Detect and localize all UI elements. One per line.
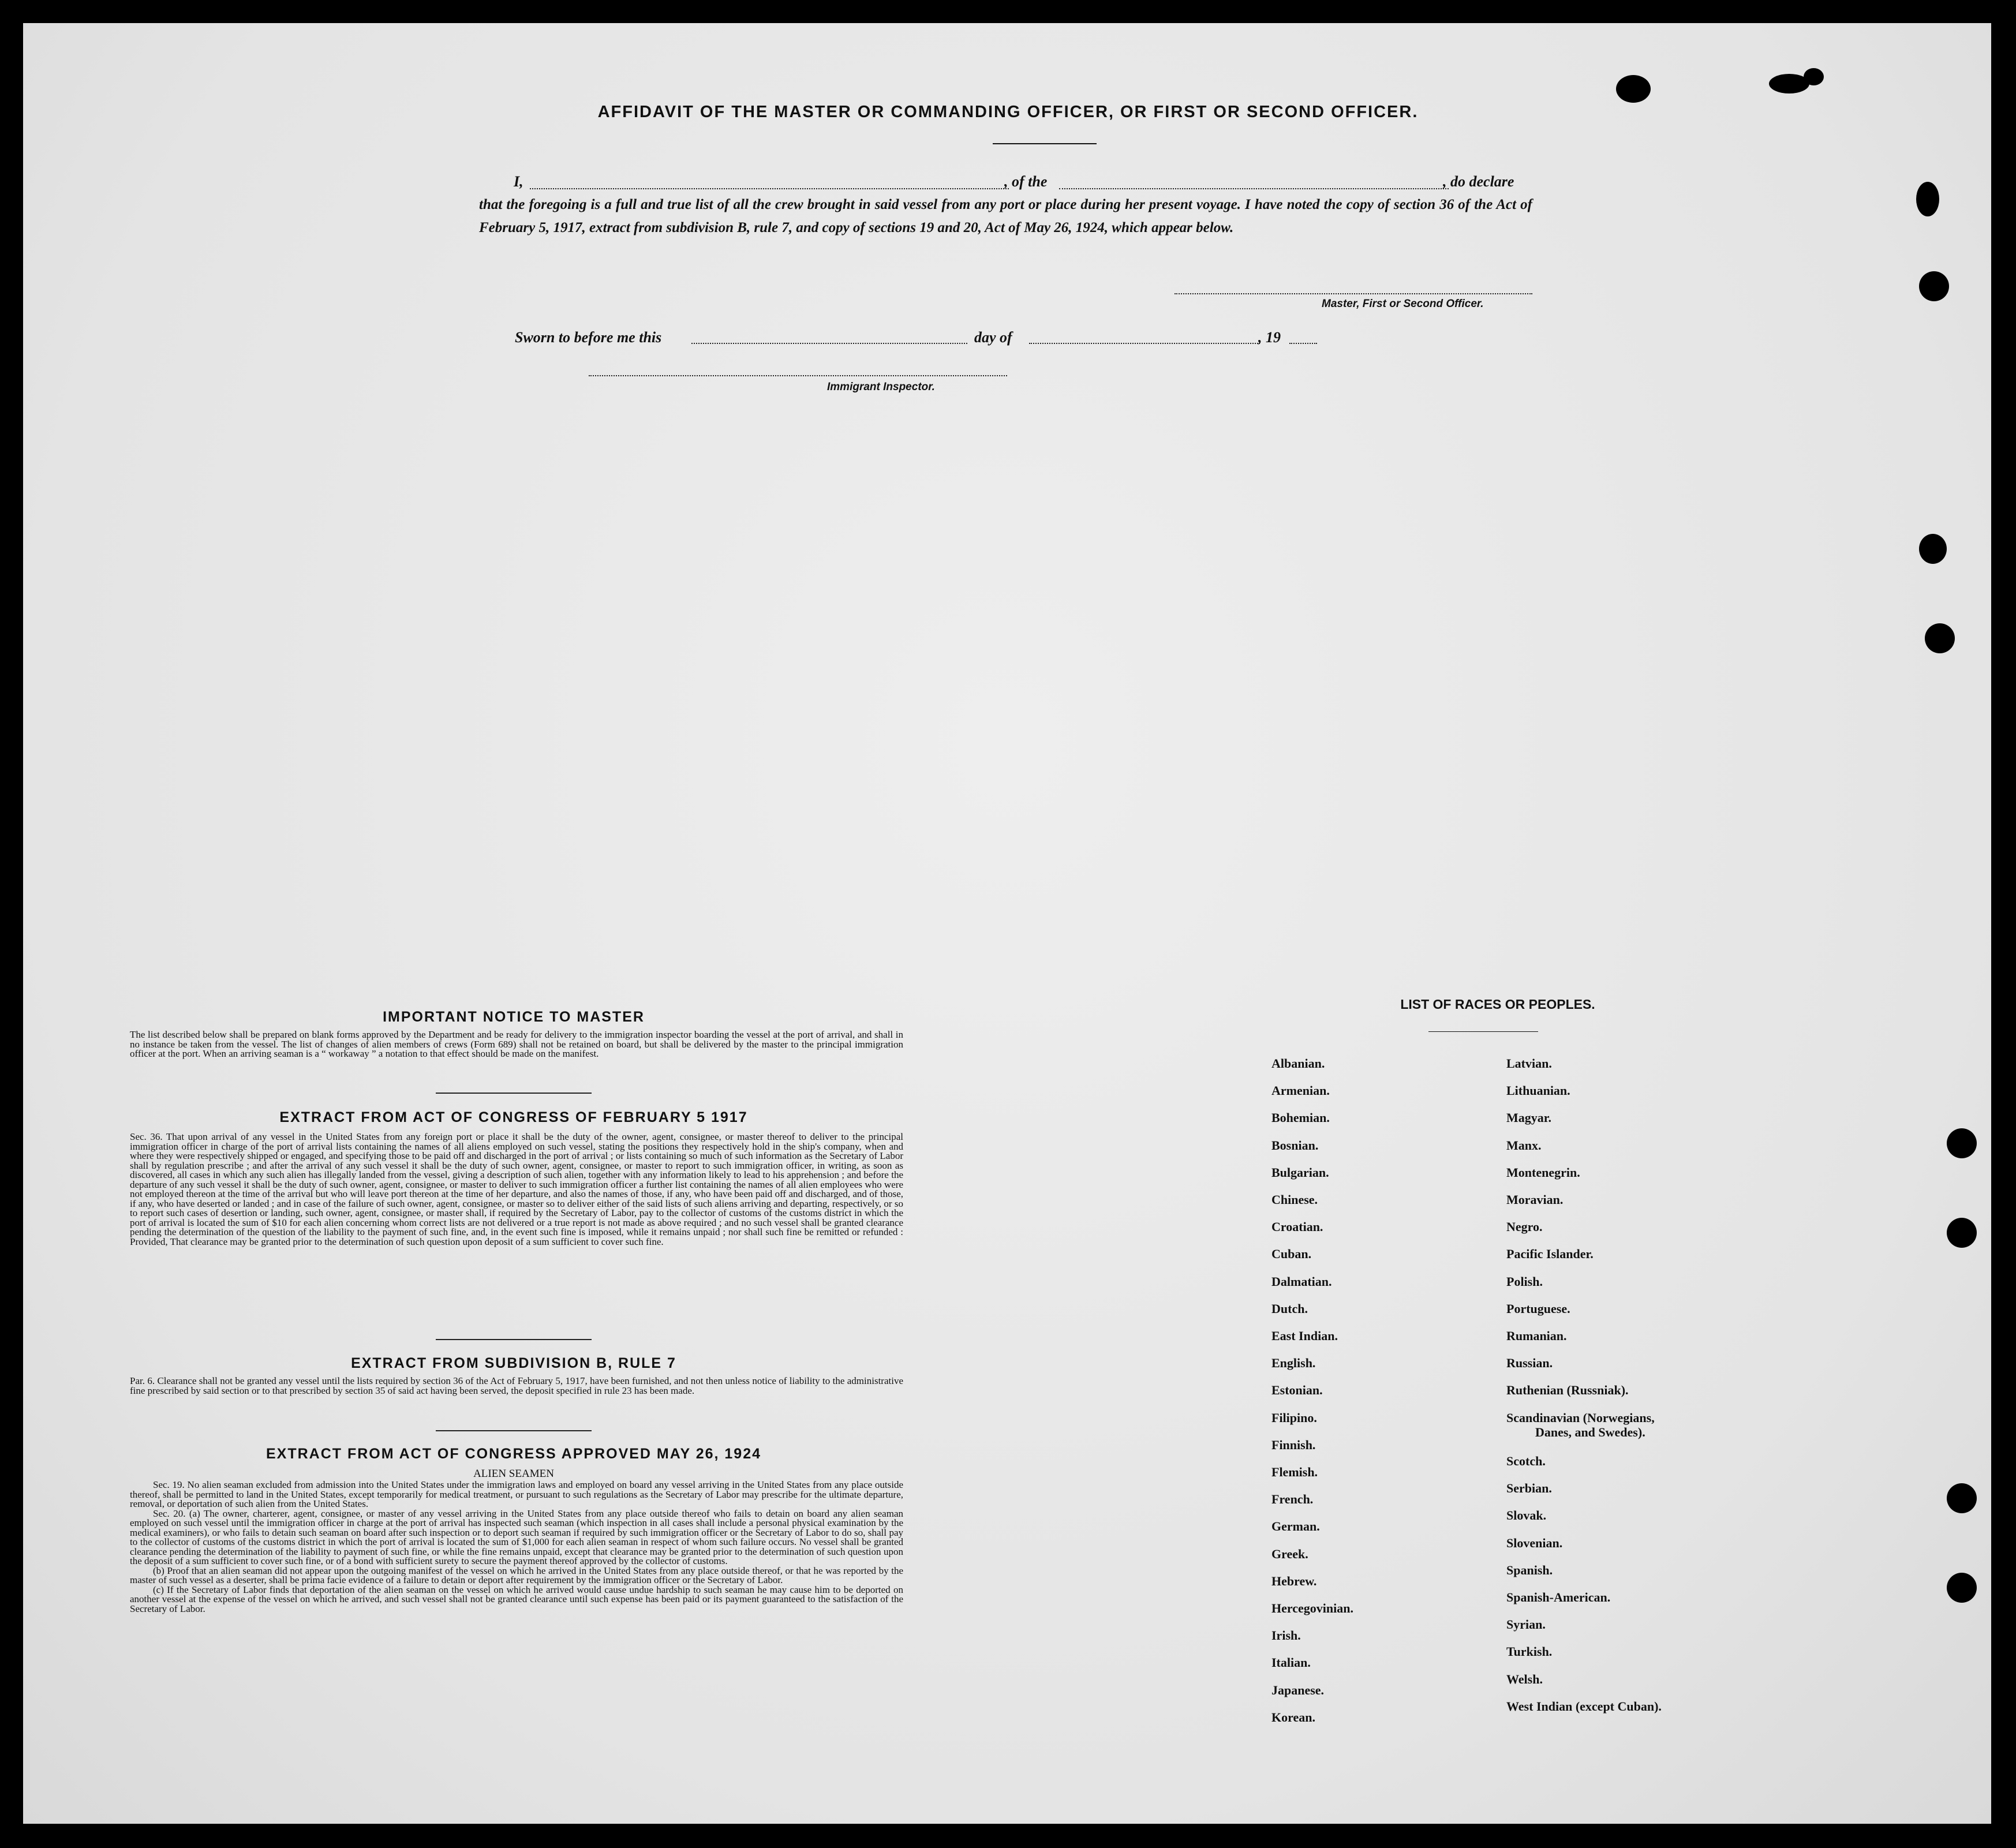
alien-seamen-subtitle: ALIEN SEAMEN (473, 1468, 554, 1480)
subdivision-b-title: EXTRACT FROM SUBDIVISION B, RULE 7 (351, 1355, 676, 1371)
extract-1924-title: EXTRACT FROM ACT OF CONGRESS APPROVED MAY 26, 1924 (265, 1446, 762, 1462)
race-item: Pacific Islander. (1506, 1247, 1594, 1262)
race-item: Estonian. (1271, 1383, 1323, 1398)
races-title: LIST OF RACES OR PEOPLES. (1400, 997, 1595, 1012)
extract-1924-body (130, 1480, 903, 1614)
race-item: Slovak. (1506, 1508, 1547, 1523)
master-signature-label: Master, First or Second Officer. (1322, 298, 1484, 310)
ink-blot (1616, 75, 1651, 103)
race-item: Manx. (1506, 1138, 1542, 1153)
race-item: Scotch. (1506, 1454, 1546, 1468)
race-item: Irish. (1271, 1628, 1301, 1643)
affidavit-of-the-label: , of the (1004, 173, 1048, 190)
race-item: Bosnian. (1271, 1138, 1319, 1153)
race-item: Syrian. (1506, 1617, 1546, 1632)
race-item: Ruthenian (Russniak). (1506, 1383, 1629, 1398)
binder-hole (1919, 271, 1949, 301)
race-item: Rumanian. (1506, 1329, 1567, 1343)
race-item: Moravian. (1506, 1192, 1564, 1207)
title-rule (993, 143, 1097, 144)
sworn-label: Sworn to before me this (515, 329, 662, 346)
race-item: Danes, and Swedes). (1535, 1424, 1645, 1439)
sworn-month-field[interactable] (1029, 343, 1260, 344)
race-item: Bulgarian. (1271, 1165, 1329, 1180)
race-item: Dalmatian. (1271, 1274, 1332, 1289)
race-item: Hebrew. (1271, 1573, 1317, 1588)
race-item: German. (1271, 1519, 1320, 1534)
race-item: Polish. (1506, 1274, 1543, 1289)
name-field[interactable] (530, 188, 1009, 189)
race-item: Spanish-American. (1506, 1590, 1611, 1604)
sworn-date-field[interactable] (691, 343, 967, 344)
race-item: Turkish. (1506, 1644, 1553, 1659)
affidavit-i-label: I, (514, 173, 523, 190)
race-item: Welsh. (1506, 1671, 1543, 1686)
race-item: Bohemian. (1271, 1110, 1330, 1125)
affidavit-declare-label: , do declare (1443, 173, 1514, 190)
race-item: Montenegrin. (1506, 1165, 1580, 1180)
binder-hole (1947, 1573, 1977, 1603)
year-label: , 19 (1258, 329, 1281, 346)
race-item: Japanese. (1271, 1682, 1325, 1697)
subdivision-b-body: Par. 6. Clearance shall not be granted any vessel until the lists required by section 36 of the Act of February 5, 1917, have been furnished, and not then unless notice of liability to the administrative fine prescribed by said section or to that prescribed by section 35 of said act having been served, the deposit specified in rule 23 has been made. (130, 1375, 903, 1396)
extract-1917-body: Sec. 36. That upon arrival of any vessel in the United States from any foreign port or place it shall be the duty of the owner, agent, consignee, or master thereof to deliver to the principal immigration officer in charge of the port of arrival lists containing the names of all aliens employed on such vessel, stating the positions they respectively hold in the ship's company, when and where they were respectively shipped or engaged, and specifying those to be paid off and discharged in the port of arrival ; or lists containing so much of such information as the Secretary of Labor shall by regulation prescribe ; and after the arrival of any such vessel it shall be the duty of such owner, agent, consignee, or master to report to such immigration officer, in writing, as soon as discovered, all cases in which any such alien has illegally landed from the vessel, giving a description of such alien, together with any information likely to lead to his apprehension ; and before the departure of any such vessel it shall be the duty of such owner, agent, consignee, or master to deliver to such immigration officer a further list containing the names of all alien employees who were not employed thereon at the time of the arrival but who will leave port thereon at the time of her departure, and also the names of those, if any, who have been paid off and discharged, and of those, if any, who have deserted or landed ; and in case of the failure of such owner, agent, consignee, or master so to deliver either of the said lists of such aliens arriving and departing, respectively, or so to report such cases of desertion or landing, such owner, agent, consignee, or master shall, if required by the Secretary of Labor, pay to the collector of customs of the customs district in which the port of arrival is located the sum of $10 for each alien concerning whom correct lists are not delivered or a true report is not made as above required ; and no such vessel shall be granted clearance pending the determination of the question of the liability to the payment of such fine, and, in the event such fine is imposed, while it remains unpaid ; nor shall such fine be remitted or refunded : Provided, That clearance may be granted prior to the determination of such question upon deposit of a sum sufficient to cover such fine. (130, 1131, 903, 1247)
race-item: Greek. (1271, 1546, 1308, 1561)
race-item: Croatian. (1271, 1219, 1323, 1235)
race-item: French. (1271, 1492, 1314, 1507)
sec-20b-paragraph: (b) Proof that an alien seaman did not appear upon the outgoing manifest of the vessel on which he arrived in the United States from any place outside thereof, or that he was reported by the master of such vessel as a deserter, shall be prima facie evidence of a failure to detain or deport after requirement by the immigration officer or the Secretary of Labor. (130, 1565, 903, 1585)
vessel-field[interactable] (1059, 188, 1449, 189)
race-item: English. (1271, 1356, 1316, 1371)
race-item: Dutch. (1271, 1301, 1308, 1316)
race-item: Spanish. (1506, 1562, 1553, 1577)
race-item: Albanian. (1271, 1056, 1325, 1071)
race-item: Serbian. (1506, 1481, 1552, 1496)
race-item: Russian. (1506, 1356, 1553, 1371)
section-rule (436, 1339, 592, 1340)
binder-hole (1925, 623, 1955, 653)
affidavit-title: AFFIDAVIT OF THE MASTER OR COMMANDING OFFICER, OR FIRST OR SECOND OFFICER. (597, 103, 1419, 121)
race-item: Korean. (1271, 1709, 1315, 1724)
race-item: East Indian. (1271, 1329, 1338, 1343)
race-item: Chinese. (1271, 1192, 1318, 1207)
race-item: Filipino. (1271, 1410, 1317, 1425)
race-item: Italian. (1271, 1655, 1311, 1670)
sworn-year-field[interactable] (1289, 343, 1317, 344)
ink-blot (1804, 68, 1824, 85)
sec-20a-paragraph: Sec. 20. (a) The owner, charterer, agent, consignee, or master of any vessel arriving in the United States from any place outside thereof who fails to detain on board any alien seaman employed on such vessel until the immigration officer in charge at the port of arrival has inspected such seaman (which inspection in all cases shall include a personal physical examination by the medical examiners), or who fails to detain such seaman on board after such inspection or to deport such seaman if required by such immigration officer or the Secretary of Labor to do so, shall pay to the collector of customs of the customs district in which the port of arrival is located the sum of $1,000 for each alien seaman in respect of whom such failure occurs. No vessel shall be granted clearance pending the determination of the liability to payment of such fine, or while the fine remains unpaid, except that clearance may be granted prior to the determination of such question upon the deposit of a sum sufficient to cover such fine, or of a bond with sufficient surety to secure the payment thereof approved by the collector of customs. (130, 1507, 903, 1566)
binder-hole (1916, 182, 1939, 216)
race-item: Armenian. (1271, 1083, 1330, 1098)
inspector-signature-label: Immigrant Inspector. (827, 381, 935, 393)
race-item: Magyar. (1506, 1110, 1552, 1125)
notice-title: IMPORTANT NOTICE TO MASTER (383, 1009, 645, 1025)
race-item: Portuguese. (1506, 1301, 1570, 1316)
extract-1917-title: EXTRACT FROM ACT OF CONGRESS OF FEBRUARY 5 1917 (279, 1109, 748, 1125)
race-item: Latvian. (1506, 1056, 1552, 1071)
binder-hole (1947, 1128, 1977, 1158)
section-rule (436, 1093, 592, 1094)
inspector-signature-field[interactable] (589, 375, 1007, 376)
notice-body: The list described below shall be prepared on blank forms approved by the Department and be ready for delivery to the immigration inspector boarding the vessel at the port of arrival, and shall in no instance be taken from the vessel. The list of changes of alien members of crews (Form 689) shall not be retained on board, but shall be delivered by the master to the principal immigration officer at the port. When an arriving seaman is a “ workaway ” a notation to that effect should be made on the manifest. (130, 1029, 903, 1059)
section-rule (436, 1430, 592, 1431)
race-item: Cuban. (1271, 1247, 1312, 1262)
binder-hole (1947, 1483, 1977, 1513)
race-item: Negro. (1506, 1219, 1543, 1235)
race-item: Finnish. (1271, 1437, 1316, 1452)
race-item: Flemish. (1271, 1465, 1318, 1479)
day-of-label: day of (974, 329, 1012, 346)
sec-19-paragraph: Sec. 19. No alien seaman excluded from admission into the United States under the immigration laws and employed on board any vessel arriving in the United States from any place outside thereof, shall be permitted to land in the United States, except temporarily for medical treatment, or pursuant to such regulations as the Secretary of Labor may prescribe for the ultimate departure, removal, or deportation of such alien from the United States. (130, 1479, 903, 1509)
race-item: Slovenian. (1506, 1535, 1563, 1550)
races-title-rule (1428, 1031, 1538, 1032)
race-item: Hercegovinian. (1271, 1601, 1353, 1615)
race-item: West Indian (except Cuban). (1506, 1699, 1662, 1714)
master-signature-field[interactable] (1175, 293, 1532, 294)
affidavit-body: that the foregoing is a full and true list of all the crew brought in said vessel from any port or place during her present voyage. I have noted the copy of section 36 of the Act of February 5, 1917, extract from subdivision B, rule 7, and copy of sections 19 and 20, Act of May 26, 1924, which appear below. (479, 197, 1532, 235)
race-item: Scandinavian (Norwegians, (1506, 1410, 1655, 1425)
binder-hole (1947, 1218, 1977, 1248)
binder-hole (1919, 534, 1947, 564)
sec-20c-paragraph: (c) If the Secretary of Labor finds that deportation of the alien seaman on the vessel on which he arrived would cause undue hardship to such seaman he may cause him to be deported on another vessel at the expense of the vessel on which he arrived, and such vessel shall not be granted clearance until such expense has been paid or its payment guaranteed to the satisfaction of the Secretary of Labor. (130, 1584, 903, 1614)
race-item: Lithuanian. (1506, 1083, 1570, 1098)
